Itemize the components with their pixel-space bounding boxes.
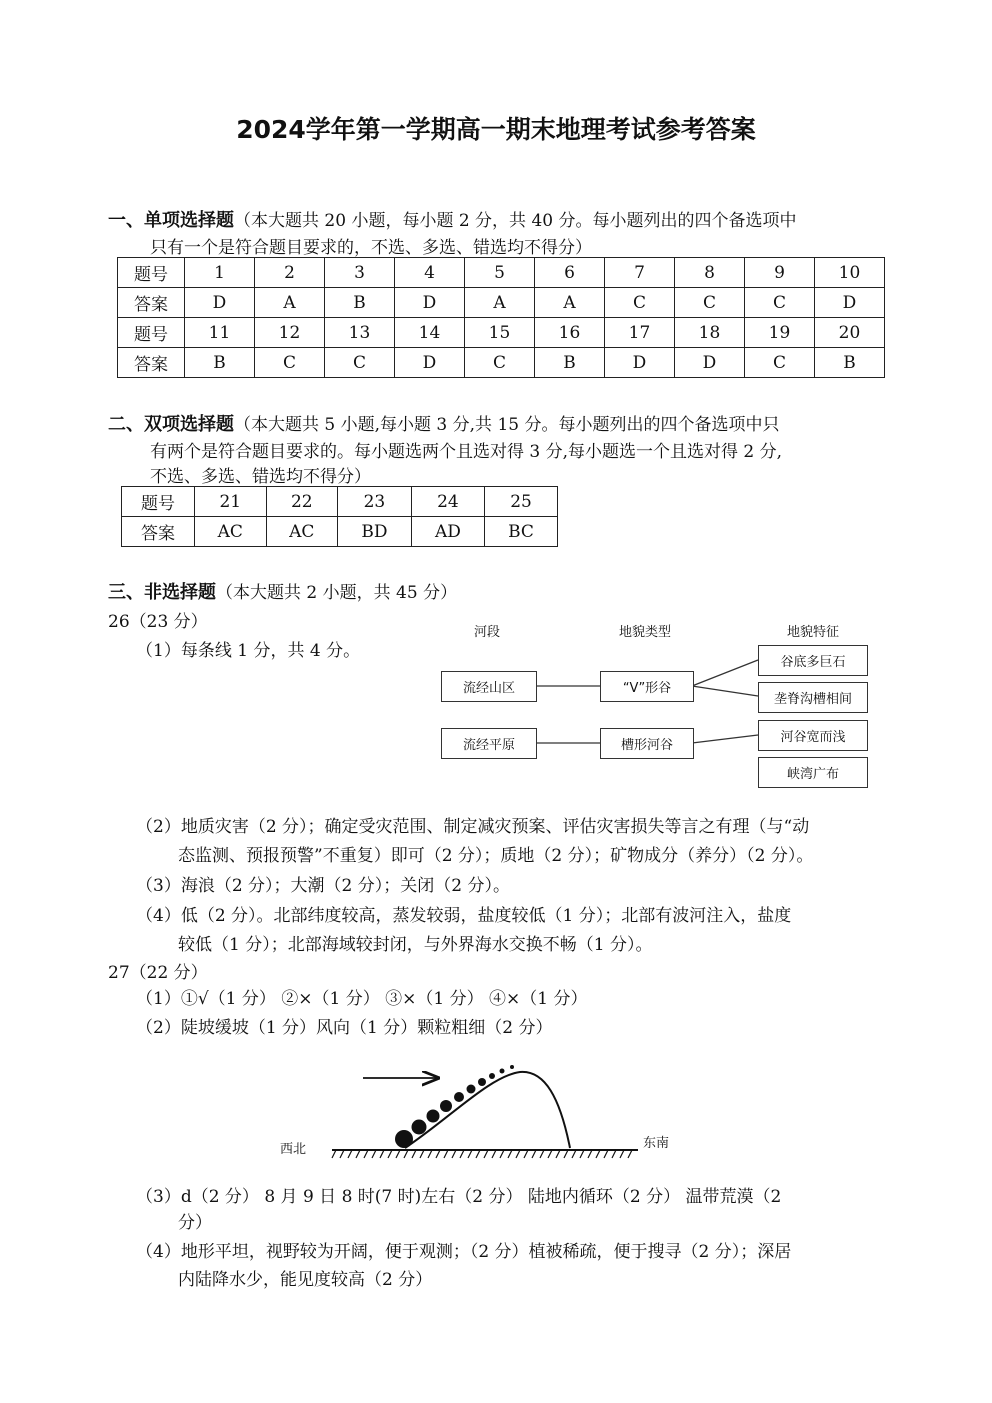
- page-title: 2024学年第一学期高一期末地理考试参考答案: [236, 115, 756, 144]
- table-cell: D: [185, 288, 255, 318]
- table-cell: A: [535, 288, 605, 318]
- table-cell: C: [745, 288, 815, 318]
- section3-heading: 三、非选择题: [108, 582, 216, 603]
- section2-desc2: 有两个是符合题目要求的。每小题选两个且选对得 3 分,每小题选一个且选对得 2 分,: [150, 442, 783, 462]
- row-label: 答案: [118, 288, 185, 318]
- table-cell: 20: [815, 318, 885, 348]
- table-cell: C: [465, 348, 535, 378]
- q26-heading: 26（23 分）: [108, 612, 208, 632]
- box-feature3: 河谷宽而浅: [758, 720, 868, 751]
- table-cell: 8: [675, 258, 745, 288]
- table-cell: B: [325, 288, 395, 318]
- section1-desc2: 只有一个是符合题目要求的，不选、多选、错选均不得分）: [150, 238, 592, 258]
- row-label: 题号: [122, 487, 195, 517]
- table-row: [118, 288, 885, 318]
- table-cell: 11: [185, 318, 255, 348]
- section1-heading: 一、单项选择题: [108, 210, 234, 231]
- table-cell: 12: [255, 318, 325, 348]
- q27-part4-line1: （4）地形平坦，视野较为开阔，便于观测；（2 分）植被稀疏，便于搜寻（2 分）；深居: [136, 1242, 792, 1262]
- table-cell: 9: [745, 258, 815, 288]
- table-cell: D: [395, 348, 465, 378]
- box-feature4: 峡湾广布: [758, 757, 868, 788]
- section1-heading-line: [108, 206, 797, 232]
- table-cell: 13: [325, 318, 395, 348]
- table-cell: 1: [185, 258, 255, 288]
- table-row: [122, 487, 558, 517]
- dune-right-label: 东南: [643, 1136, 670, 1151]
- table-cell: 24: [411, 487, 484, 517]
- table-row: [122, 517, 558, 547]
- table-cell: 18: [675, 318, 745, 348]
- table-cell: AC: [195, 517, 267, 547]
- q27-part4-line2: 内陆降水少，能见度较高（2 分）: [178, 1270, 433, 1290]
- table-cell: 3: [325, 258, 395, 288]
- section2-heading-line: [108, 410, 780, 436]
- q26-part3: （3）海浪（2 分）；大潮（2 分）；关闭（2 分）。: [136, 876, 510, 896]
- table-cell: 2: [255, 258, 325, 288]
- table-cell: C: [605, 288, 675, 318]
- diagram-head-river: 河段: [474, 625, 501, 640]
- table-cell: B: [535, 348, 605, 378]
- table-cell: C: [255, 348, 325, 378]
- single-choice-table: [117, 257, 885, 378]
- section1-desc1: （本大题共 20 小题，每小题 2 分，共 40 分。每小题列出的四个备选项中: [234, 211, 797, 231]
- section3-heading-line: [108, 578, 457, 604]
- table-row: [118, 318, 885, 348]
- box-feature1: 谷底多巨石: [758, 645, 868, 676]
- table-cell: BC: [485, 517, 558, 547]
- table-cell: D: [675, 348, 745, 378]
- table-row: [118, 258, 885, 288]
- table-cell: 7: [605, 258, 675, 288]
- table-cell: 5: [465, 258, 535, 288]
- box-feature2: 垄脊沟槽相间: [758, 682, 868, 713]
- table-cell: C: [675, 288, 745, 318]
- table-cell: 19: [745, 318, 815, 348]
- table-cell: 25: [485, 487, 558, 517]
- row-label: 答案: [122, 517, 195, 547]
- table-cell: 15: [465, 318, 535, 348]
- diagram-head-feature: 地貌特征: [787, 625, 840, 640]
- table-cell: D: [605, 348, 675, 378]
- table-cell: 4: [395, 258, 465, 288]
- box-river1: 流经山区: [441, 671, 537, 702]
- diagram-head-type: 地貌类型: [619, 625, 672, 640]
- box-type2: 槽形河谷: [600, 728, 694, 759]
- table-cell: BD: [338, 517, 412, 547]
- box-type1: “V”形谷: [600, 671, 694, 702]
- table-cell: C: [745, 348, 815, 378]
- table-cell: 23: [338, 487, 412, 517]
- table-cell: C: [325, 348, 395, 378]
- box-river2: 流经平原: [441, 728, 537, 759]
- row-label: 答案: [118, 348, 185, 378]
- table-cell: 14: [395, 318, 465, 348]
- table-cell: D: [815, 288, 885, 318]
- table-row: [118, 348, 885, 378]
- table-cell: AC: [266, 517, 338, 547]
- q27-part3-line1: （3）d（2 分） 8 月 9 日 8 时(7 时)左右（2 分） 陆地内循环（2 分） 温带荒漠（2: [136, 1187, 782, 1207]
- table-cell: A: [255, 288, 325, 318]
- table-cell: B: [185, 348, 255, 378]
- q27-part1: （1）①√（1 分） ②×（1 分） ③×（1 分） ④×（1 分）: [136, 989, 588, 1009]
- table-cell: 10: [815, 258, 885, 288]
- table-cell: 22: [266, 487, 338, 517]
- row-label: 题号: [118, 318, 185, 348]
- table-cell: B: [815, 348, 885, 378]
- q26-part2-line1: （2）地质灾害（2 分）；确定受灾范围、制定减灾预案、评估灾害损失等言之有理（与“动: [136, 817, 810, 837]
- table-cell: 16: [535, 318, 605, 348]
- table-cell: 6: [535, 258, 605, 288]
- q26-part2-line2: 态监测、预报预警”不重复）即可（2 分）；质地（2 分）；矿物成分（养分）（2 分）。: [178, 846, 814, 866]
- sand-dune-figure: [320, 1058, 650, 1168]
- table-cell: D: [395, 288, 465, 318]
- section2-heading: 二、双项选择题: [108, 414, 234, 435]
- table-cell: 21: [195, 487, 267, 517]
- section2-desc3: 不选、多选、错选均不得分）: [150, 467, 371, 487]
- q26-part1: （1）每条线 1 分，共 4 分。: [136, 641, 361, 661]
- q27-part3-line2: 分）: [178, 1213, 212, 1233]
- q26-part4-line2: 较低（1 分）；北部海域较封闭，与外界海水交换不畅（1 分）。: [178, 935, 653, 955]
- dune-left-label: 西北: [280, 1142, 307, 1157]
- table-cell: A: [465, 288, 535, 318]
- table-cell: 17: [605, 318, 675, 348]
- section2-desc1: （本大题共 5 小题,每小题 3 分,共 15 分。每小题列出的四个备选项中只: [234, 415, 780, 435]
- q27-part2: （2）陡坡缓坡（1 分）风向（1 分）颗粒粗细（2 分）: [136, 1018, 553, 1038]
- table-cell: AD: [411, 517, 484, 547]
- row-label: 题号: [118, 258, 185, 288]
- q26-part4-line1: （4）低（2 分）。北部纬度较高，蒸发较弱，盐度较低（1 分）；北部有波河注入，盐度: [136, 906, 792, 926]
- double-choice-table: [121, 486, 558, 547]
- section3-desc: （本大题共 2 小题，共 45 分）: [216, 583, 458, 603]
- q27-heading: 27（22 分）: [108, 963, 208, 983]
